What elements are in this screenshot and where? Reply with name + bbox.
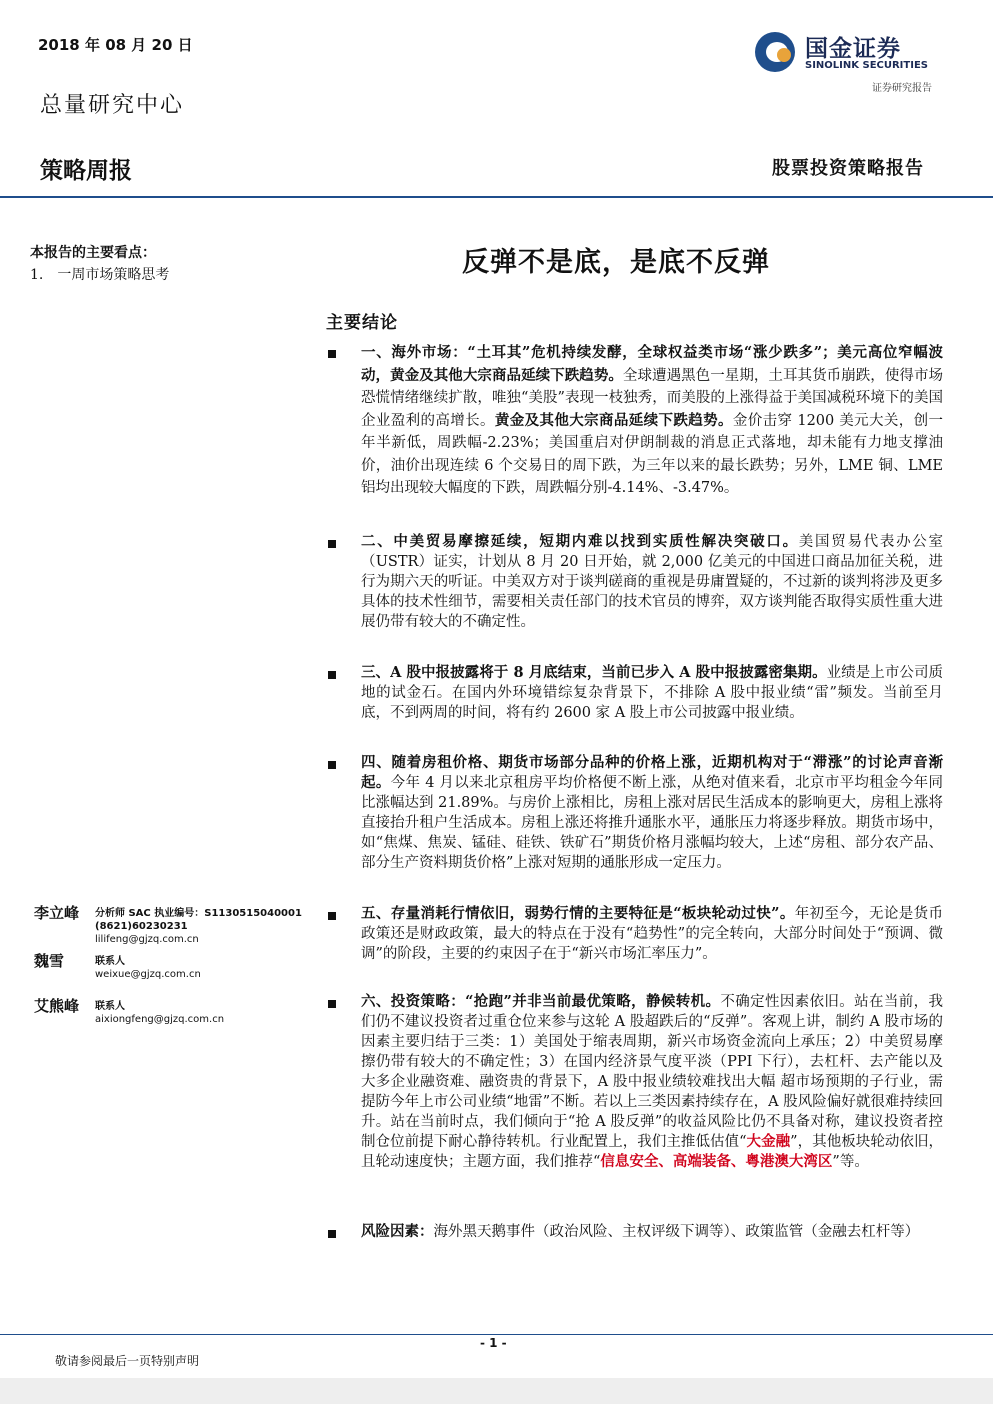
para-5-text: 年初至今，无论是货币政策还是财政政策，最大的特点在于没有“趋势性”的完全转向，大部分时间处于“预调、微调”的阶段，主要的约束因子在于“新兴市场汇率压力”。 — [361, 906, 943, 962]
para-6-highlight-2: 信息安全、高端装备、粤港澳大湾区 — [600, 1153, 833, 1170]
research-center: 总量研究中心 — [40, 93, 185, 118]
para-1-text: 全球遭遇黑色一星期，土耳其货币崩跌，使得市场恐慌情绪继续扩散，唯独“美股”表现一枝独秀，而美股的上涨得益于美国减税环境下的美国企业盈利的高增长。 — [361, 367, 943, 429]
conclusion-paragraph-6 — [361, 992, 943, 1172]
analyst-role: 联系人 — [95, 956, 125, 967]
risk-factors-paragraph — [361, 1222, 943, 1242]
para-4-text: 今年 4 月以来北京租房平均价格便不断上涨，从绝对值来看，北京市平均租金今年同比涨幅达到 21.89%。与房价上涨相比，房租上涨对居民生活成本的影响更大，房租上涨将直接抬升租户生活成本。房租上涨还将推升通胀水平，通胀压力将逐步释放。期货市场中，如“焦煤、焦炭、锰硅、硅铁、铁矿石”期货价格月涨幅均较大，上述“房租、部分农产品、部分生产资料期货价格”上涨对短期的通胀形成一定压力。 — [361, 775, 943, 871]
footer-divider — [0, 1334, 993, 1335]
para-1-text-2: 金价击穿 1200 美元大关，创一年半新低，周跌幅-2.23%；美国重启对伊朗制裁的消息正式落地，却未能有力地支撑油价，油价出现连续 6 个交易日的周下跌，为三年以来的最长跌势；另外，LME 铜、LME 铝均出现较大幅度的下跌，周跌幅分别-4.14%、-3.47%。 — [361, 412, 943, 496]
company-logo — [755, 30, 945, 76]
conclusion-paragraph-3 — [361, 663, 943, 723]
report-tag: 证券研究报告 — [872, 83, 932, 94]
analyst-phone: (8621)60230231 — [95, 921, 188, 932]
header-divider — [0, 196, 993, 198]
analyst-email[interactable]: aixiongfeng@gjzq.com.cn — [95, 1014, 225, 1025]
bullet-icon — [328, 1000, 336, 1008]
bullet-icon — [328, 540, 336, 548]
para-6-text-2: ”，其他板块轮动依旧，且轮动速度快；主题方面，我们推荐“ — [361, 1134, 943, 1170]
risk-factors-label: 风险因素： — [361, 1223, 434, 1240]
para-6-highlight-1: 大金融 — [746, 1133, 791, 1150]
para-1-bold-2: 黄金及其他大宗商品延续下跌趋势。 — [494, 411, 733, 429]
conclusion-paragraph-2 — [361, 532, 943, 632]
analyst-role: 分析师 SAC 执业编号：S1130515040001 — [95, 908, 302, 919]
analyst-name: 艾熊峰 — [34, 997, 80, 1015]
analyst-name: 魏雪 — [34, 952, 65, 970]
report-series: 策略周报 — [40, 158, 132, 184]
para-6-text-3: ”等。 — [832, 1154, 869, 1170]
analyst-name: 李立峰 — [34, 904, 80, 922]
bullet-icon — [328, 1230, 336, 1238]
main-title: 反弹不是底，是底不反弹 — [462, 247, 770, 278]
footer-disclaimer: 敬请参阅最后一页特别声明 — [55, 1354, 200, 1368]
logo-name-en: SINOLINK SECURITIES — [805, 60, 928, 71]
para-1-bold: 一、海外市场：“土耳其”危机持续发酵，全球权益类市场“涨少跌多”；美元高位窄幅波动，黄金及其他大宗商品延续下跌趋势。 — [361, 344, 943, 384]
report-type: 股票投资策略报告 — [772, 158, 924, 179]
footer-band — [0, 1378, 993, 1404]
para-3-bold: 三、A 股中报披露将于 8 月底结束，当前已步入 A 股中报披露密集期。 — [361, 664, 827, 681]
analyst-email[interactable]: weixue@gjzq.com.cn — [95, 969, 201, 980]
bullet-icon — [328, 350, 336, 358]
para-6-bold: 六、投资策略：“抢跑”并非当前最优策略，静候转机。 — [361, 993, 721, 1010]
analyst-info — [95, 1000, 224, 1026]
para-4-bold: 四、随着房租价格、期货市场部分品种的价格上涨，近期机构对于“滞涨”的讨论声音渐起。 — [361, 754, 943, 791]
para-6-text: 不确定性因素依旧。站在当前，我们仍不建议投资者过重仓位来参与这轮 A 股超跌后的“反弹”。客观上讲，制约 A 股市场的因素主要归结于三类：1）美国处于缩表周期，新兴市场资金流向上承压；2）中美贸易摩擦仍带有较大的不确定性；3）在国内经济景气度平淡（PPI 下行），去杠杆、去产能以及大多企业融资难、融资贵的背景下，A 股中报业绩较难找出大幅 超市场预期的子行业，需提防今年上市公司业绩“地雷”不断。若以上三类因素持续存在，A 股风险偏好就很难持续回升。站在当前时点，我们倾向于“抢 A 股反弹”的收益风险比仍不具备对称，建议投资者控制仓位前提下耐心静待转机。行业配置上，我们主推低估值“ — [361, 994, 943, 1150]
analyst-email[interactable]: lilifeng@gjzq.com.cn — [95, 934, 199, 945]
conclusion-paragraph-1 — [361, 342, 943, 500]
key-points-item: 1. 一周市场策略思考 — [30, 267, 170, 283]
analyst-role: 联系人 — [95, 1001, 125, 1012]
logo-emblem-icon — [755, 32, 795, 72]
bullet-icon — [328, 761, 336, 769]
analyst-info — [95, 955, 201, 981]
logo-name-cn: 国金证券 — [805, 36, 901, 62]
conclusions-heading: 主要结论 — [326, 313, 398, 333]
report-date: 2018 年 08 月 20 日 — [38, 36, 193, 54]
key-points-title: 本报告的主要看点： — [30, 245, 156, 261]
conclusion-paragraph-4 — [361, 753, 943, 873]
para-3-text: 业绩是上市公司质地的试金石。在国内外环境错综复杂背景下，不排除 A 股中报业绩“雷”频发。当前至月底，不到两周的时间，将有约 2600 家 A 股上市公司披露中报业绩。 — [361, 665, 944, 721]
para-5-bold: 五、存量消耗行情依旧，弱势行情的主要特征是“板块轮动过快”。 — [361, 905, 795, 922]
para-2-text: 美国贸易代表办公室（USTR）证实，计划从 8 月 20 日开始，就 2,000 亿美元的中国进口商品加征关税，进行为期六天的听证。中美双方对于谈判磋商的重视是毋庸置疑的，不过新的谈判将涉及更多具体的技术性细节，需要相关责任部门的技术官员的博弈，双方谈判能否取得实质性重大进展仍带有较大的不确定性。 — [361, 534, 944, 630]
analyst-info — [95, 907, 302, 946]
conclusion-paragraph-5 — [361, 904, 943, 964]
risk-factors-text: 海外黑天鹅事件（政治风险、主权评级下调等）、政策监管（金融去杠杆等） — [433, 1224, 920, 1240]
page-number: - 1 - — [480, 1336, 507, 1350]
bullet-icon — [328, 671, 336, 679]
bullet-icon — [328, 912, 336, 920]
para-2-bold: 二、中美贸易摩擦延续，短期内难以找到实质性解决突破口。 — [361, 533, 799, 550]
